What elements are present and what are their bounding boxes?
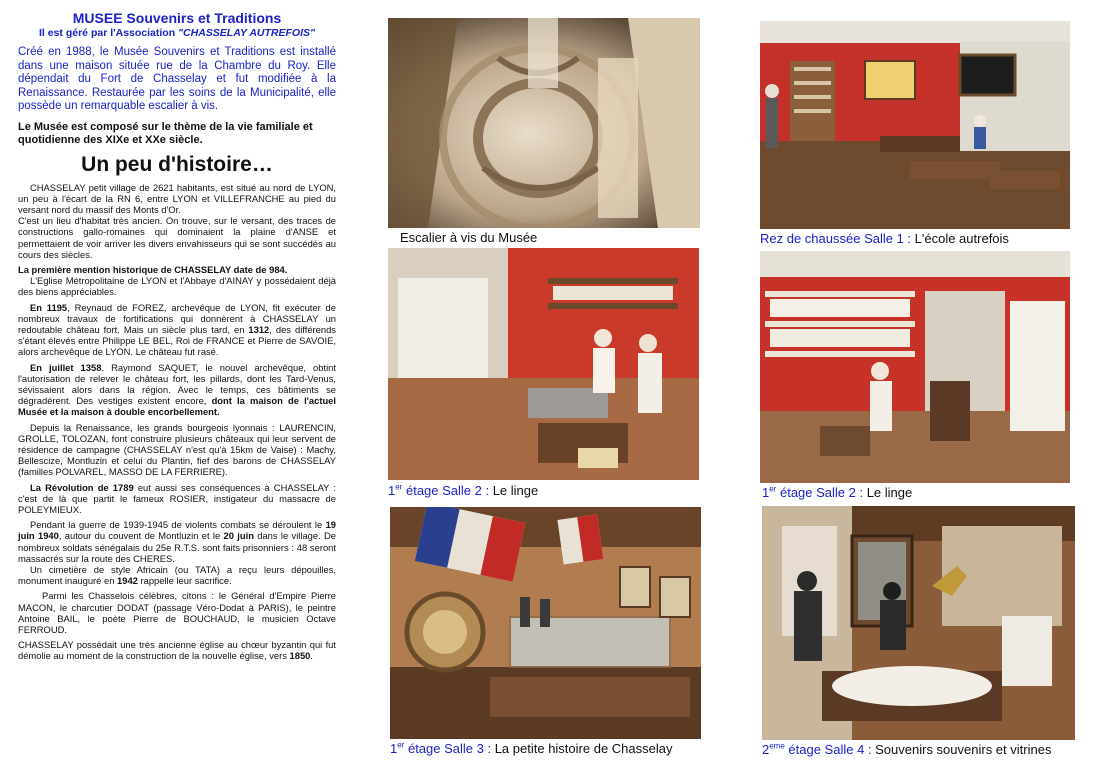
museum-title: MUSEE Souvenirs et Traditions — [72, 10, 282, 26]
p9-bold: 1850 — [289, 650, 311, 662]
caption-classroom-location: Rez de chaussée Salle 1 : — [760, 231, 915, 246]
caption-linen-1 — [388, 483, 538, 498]
p9-text-2: . — [310, 650, 313, 662]
history-paragraph-5 — [18, 422, 336, 478]
caption-souvenirs — [762, 742, 1051, 757]
intro-paragraph: Créé en 1988, le Musée Souvenirs et Traditions est installé dans une maison située rue de la Chambre du Roy. Elle dépendait du Fort de Chasselay et fut modifiée à la Renaissance. Restaurée par les soins de la Municipalité, elle possède un remarquable escalier à vis. — [18, 46, 336, 112]
association-name: "CHASSELAY AUTREFOIS" — [178, 27, 315, 39]
p8-text: Parmi les Chasselois célèbres, citons : le Général d'Empire Pierre MACON, le charcutier DODAT (passage Véro-Dodat à PARIS), le peintre Antoine BAIL, le poète Pierre de BOUCHAUD, le musicien Octave FERROUD. — [18, 590, 336, 636]
history-paragraph-8 — [18, 590, 336, 635]
p1-text: CHASSELAY petit village de 2621 habitants, est situé au nord de LYON, un peu à l'écart de la RN 6, entre LYON et VILLEFRANCHE au pied du versant nord du massif des Monts d'Or. — [18, 181, 336, 215]
p7-text-3: dans le village. De nombreux soldats sénégalais du 25e R.T.S. sont faits prisonniers : 48 seront massacrés sur la route des CHERES. — [18, 530, 337, 564]
p6-bold: La Révolution de 1789 — [30, 481, 134, 493]
p5-text: Depuis la Renaissance, les grands bourgeois lyonnais : LAURENCIN, GROLLE, TOLOZAN, font construire plusieurs châteaux qui leur servent de résidence de campagne (CHASSELAY n'est qu'à 15km de Vaise) : Machy, Bellescize, Montluzin et celui du Plantin, fief des barons de CHASSELAY (familles POLVAREL, MASSO DE LA FERRIERE). — [18, 421, 336, 478]
history-paragraph-3 — [18, 302, 336, 358]
caption-linen-2-title: Le linge — [866, 485, 913, 500]
history-paragraph-9 — [18, 639, 336, 661]
p2-bold: La première mention historique de CHASSELAY date de 984. — [18, 263, 288, 275]
photo-classroom — [760, 21, 1070, 229]
museum-subtitle — [18, 27, 336, 40]
p7-bold-3: 1942 — [117, 575, 138, 587]
p9-text-1: CHASSELAY possédait une très ancienne église au chœur byzantin qui fut démolie au moment de la construction de la nouvelle église, vers — [18, 639, 336, 662]
photo-linen-room-2 — [760, 251, 1070, 483]
caption-staircase: Escalier à vis du Musée — [400, 230, 538, 245]
history-paragraph-4 — [18, 362, 336, 418]
subtitle-prefix: Il est géré par l'Association — [39, 27, 179, 39]
history-heading: Un peu d'histoire… — [81, 152, 273, 176]
caption-history — [390, 741, 672, 756]
photo-linen-room-1 — [388, 248, 699, 480]
p4-bold-1: En juillet 1358 — [30, 361, 102, 373]
p4-bold-2: dont la maison de l'actuel Musée et la maison à double encorbellement. — [18, 395, 336, 418]
caption-souvenirs-location: 2eme étage Salle 4 : — [762, 741, 876, 757]
history-paragraph-7 — [18, 519, 336, 586]
photo-spiral-staircase — [388, 18, 700, 228]
text-column — [18, 10, 336, 662]
p3-text-1: , Reynaud de FOREZ, archevêque de LYON, fit exécuter de nombreux travaux de fortifications qui donnèrent à CHASSELAY un redoutable château fort. Mais un siècle plus tard, en — [18, 301, 336, 335]
caption-history-location: 1er étage Salle 3 : — [390, 740, 495, 756]
caption-linen-2-location: 1er étage Salle 2 : — [762, 484, 867, 500]
p7-text-5: rappelle leur sacrifice. — [137, 575, 232, 587]
p3-bold-1: En 1195 — [30, 301, 68, 313]
caption-souvenirs-title: Souvenirs souvenirs et vitrines — [875, 742, 1052, 757]
photo-souvenirs-room — [762, 506, 1075, 740]
p6-text: eut aussi ses conséquences à CHASSELAY : c'est de là que partit le fameux ROSIER, instigateur du massacre de POLEYMIEUX. — [18, 481, 336, 515]
history-paragraph-1b: C'est un lieu d'habitat très ancien. On trouve, sur le versant, des traces de constructions gallo-romaines qui dominaient la plaine d'ANSE et permettaient de voir arriver les divers envahisseurs qui se sont succédés au cours des siècles. — [18, 215, 336, 260]
caption-linen-1-title: Le linge — [492, 483, 539, 498]
p3-bold-2: 1312 — [248, 323, 270, 335]
history-paragraph-2 — [18, 264, 336, 298]
p4-text-1: . Raymond SAQUET, le nouvel archevêque, obtint l'autorisation de relever le château fort, les pillards, dont les Tard-Venus, sévissaient alors dans la région. Avec le temps, ces bâtiments se dégradèrent. Des vestiges existent encore, — [18, 361, 336, 407]
caption-history-title: La petite histoire de Chasselay — [494, 741, 673, 756]
caption-classroom-title: L'école autrefois — [914, 231, 1009, 246]
p7-text-4: Un cimetière de style Africain (ou TATA) a reçu leurs dépouilles, monument inauguré en — [18, 564, 336, 587]
p7-bold-1: 19 juin 1940 — [18, 519, 336, 542]
p7-bold-2: 20 juin — [223, 530, 254, 542]
p7-text-1: Pendant la guerre de 1939-1945 de violents combats se déroulent le — [30, 519, 326, 531]
history-paragraph-1 — [18, 182, 336, 216]
photo-history-room — [390, 507, 701, 739]
p3-text-2: , des différends s'étant élevés entre Philippe LE BEL, Roi de FRANCE et Pierre de SAVOIE, alors archevêque de LYON. Le château fut rasé. — [18, 323, 336, 358]
caption-linen-2 — [762, 485, 912, 500]
theme-paragraph: Le Musée est composé sur le thème de la vie familiale et quotidienne des XIXe et XXe siècle. — [18, 120, 313, 146]
p2-text: L'Eglise Métropolitaine de LYON et l'Abbaye d'AINAY y possédaient déjà des biens appréciables. — [18, 275, 336, 298]
caption-classroom — [760, 231, 1009, 246]
p7-text-2: , autour du couvent de Montluzin et le — [58, 530, 224, 542]
caption-linen-1-location: 1er étage Salle 2 : — [388, 482, 493, 498]
history-paragraph-6 — [18, 482, 336, 516]
